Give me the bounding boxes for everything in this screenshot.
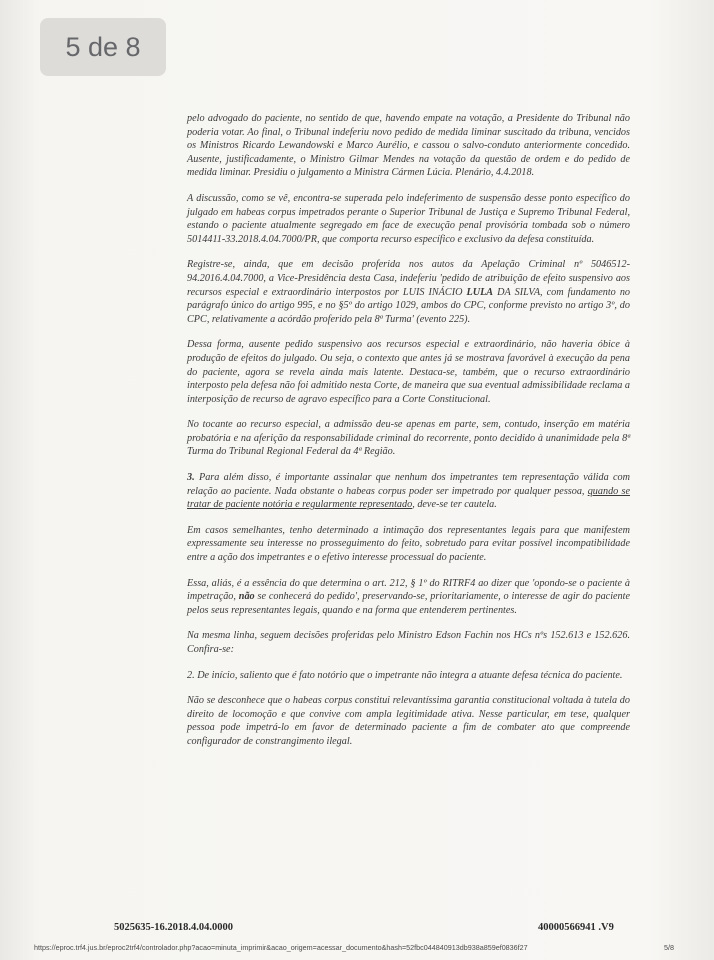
p8-text-start: Essa, aliás, é a essência do que determina o art. 212, § 1º do RITRF4 ao dizer que 'opondo-se o paciente à impetração,	[187, 577, 630, 603]
print-url: https://eproc.trf4.jus.br/eproc2trf4/controlador.php?acao=minuta_imprimir&acao_origem=acessar_documento&hash=52fbc044840913db938a859ef0836f27	[34, 943, 528, 952]
page-indicator-badge: 5 de 8	[40, 18, 166, 76]
p6-text-start: Para além disso, é importante assinalar que nenhum dos impetrantes tem representação válida com relação ao paciente. Nada obstante o habeas corpus poder ser impetrado por qualquer pessoa,	[187, 472, 630, 497]
document-footer-process-number: 5025635-16.2018.4.04.0000	[114, 922, 233, 933]
document-body	[187, 112, 630, 760]
paragraph-7: Em casos semelhantes, tenho determinado a intimação dos representantes legais para que manifestem expressamente seu interesse no prosseguimento do feito, sobretudo para evitar possível incompatibilidade entre a ação dos impetrantes e o efetivo interesse processual do paciente.	[187, 524, 630, 564]
paragraph-4: Dessa forma, ausente pedido suspensivo aos recursos especial e extraordinário, não haveria óbice à produção de efeitos do julgado. Ou seja, o contexto que antes já se mostrava favorável à execução da pena do paciente, agora se revela ainda mais latente. Destaca-se, também, que o recurso extraordinário interposto pela defesa não foi admitido nesta Corte, de maneira que sua eventual admissibilidade reclama a interposição de recurso de agravo específico para a Corte Constitucional.	[187, 339, 630, 405]
quote-paragraph-1: 2. De início, saliento que é fato notório que o impetrante não integra a atuante defesa técnica do paciente.	[187, 669, 623, 681]
paragraph-1: pelo advogado do paciente, no sentido de que, havendo empate na votação, a Presidente do Tribunal não poderia votar. Ao final, o Tribunal indeferiu novo pedido de medida liminar suscitado da tribuna, vencidos os Ministros Ricardo Lewandowski e Marco Aurélio, e cassou o salvo-conduto anteriormente concedido. Ausente, justificadamente, o Ministro Gilmar Mendes na votação da questão de ordem e do pedido de medida liminar. Presidiu o julgamento a Ministra Cármen Lúcia. Plenário, 4.4.2018.	[187, 113, 630, 179]
p8-bold-word: não	[238, 591, 255, 603]
paragraph-3	[187, 258, 630, 326]
p3-text-end: DA SILVA, com fundamento no parágrafo único do artigo 995, e no §5º do artigo 1029, ambos do CPC, conforme previsto no artigo 3º, do CPC, relativamente a acórdão proferido pela 8ª Turma' (evento 225).	[187, 286, 631, 325]
paragraph-9: Na mesma linha, seguem decisões proferidas pelo Ministro Edson Fachin nos HCs nºs 152.613 e 152.626. Confira-se:	[187, 630, 630, 655]
p8-text-end: se conhecerá do pedido', preservando-se, prioritariamente, o interesse de agir do paciente pelos seus representantes legais, quando e na forma que entenderem pertinentes.	[187, 591, 630, 616]
print-page-number: 5/8	[664, 943, 674, 952]
paragraph-2: A discussão, como se vê, encontra-se superada pelo indeferimento de suspensão desse ponto específico do julgado em habeas corpus impetrados perante o Superior Tribunal de Justiça e Supremo Tribunal Federal, estando o paciente atualmente segregado em face de execução penal provisória tombada sob o número 5014411-33.2018.4.04.7000/PR, que comporta recurso específico e exclusivo da defesa constituída.	[187, 192, 630, 245]
paragraph-5: No tocante ao recurso especial, a admissão deu-se apenas em parte, sem, contudo, inserção em matéria probatória e na aferição da responsabilidade criminal do recorrente, ponto decidido à unanimidade pela 8ª Turma do Tribunal Regional Federal da 4ª Região.	[187, 419, 630, 458]
section-number: 3.	[187, 472, 195, 484]
p3-text-start: Registre-se, ainda, que em decisão proferida nos autos da Apelação Criminal nº 5046512-94.2016.4.04.7000, a Vice-Presidência desta Casa, indeferiu 'pedido de atribuição de efeito suspensivo aos recursos especial e extraordinário interpostos por LUIS INÁCIO	[187, 259, 630, 298]
p6-underlined-text: quando se tratar de paciente notória e regularmente representado	[187, 485, 630, 511]
quote-paragraph-2: Não se desconhece que o habeas corpus constitui relevantíssima garantia constitucional voltada à tutela do direito de locomoção e que convive com ampla legitimidade ativa. Nesse particular, em tese, qualquer pessoa pode impetrá-lo em favor de determinado paciente a fim de combater ato que compreende configurador de constrangimento ilegal.	[187, 695, 630, 747]
p3-bold-name: LULA	[466, 286, 494, 298]
paragraph-8	[187, 577, 630, 618]
p6-text-end: , deve-se ter cautela.	[412, 499, 497, 511]
paragraph-6	[187, 471, 630, 512]
document-footer-code: 40000566941 .V9	[538, 922, 614, 933]
